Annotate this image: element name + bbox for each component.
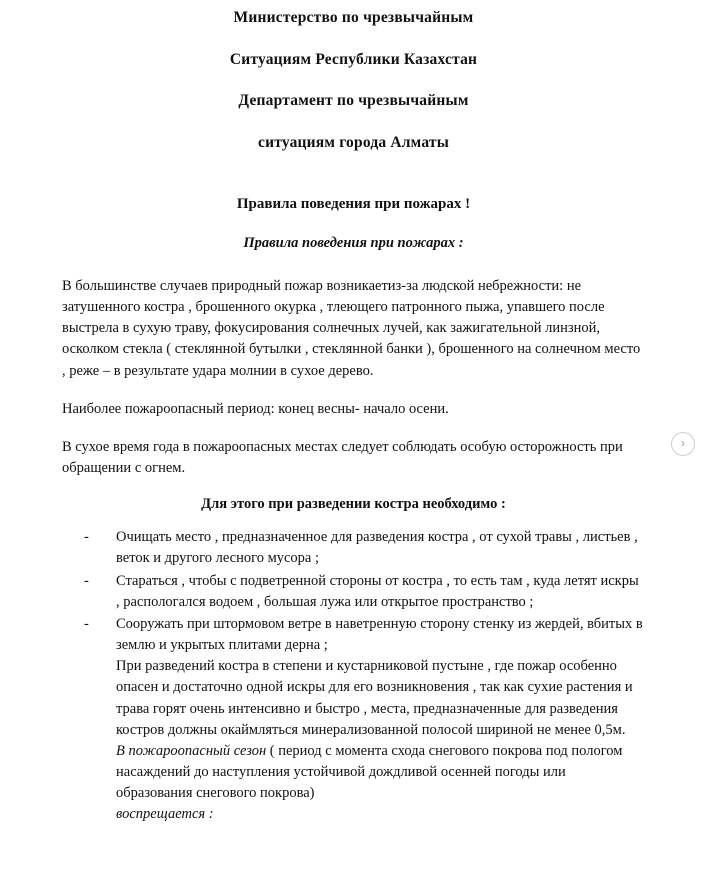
document-header: [62, 10, 645, 150]
list-item-text: Стараться , чтобы с подветренной стороны от костра , то есть там , куда летят искры , распологался водоем , большая лужа или открытое пространство ;: [116, 572, 639, 610]
list-item: [80, 571, 645, 613]
header-line-3: Департамент по чрезвычайным: [238, 92, 469, 109]
season-closing: воспрещается :: [116, 806, 214, 823]
requirements-list: [62, 527, 645, 825]
list-item-continuation: При разведений костра в степени и кустарниковой пустыне , где пожар особенно опасен и достаточно одной искры для его возникновения , так как сухие растения и трава горят очень интенсивно и быстро , места, предназначенные для разведения костров должны окаймляться минерализованной полосой шириной не менее 0,5м.: [116, 658, 633, 738]
header-spacer: [62, 150, 645, 196]
next-page-button[interactable]: ›: [671, 432, 695, 456]
page-title: Правила поведения при пожарах !: [236, 196, 471, 212]
paragraph-2: Наиболее пожароопасный период: конец весны- начало осени.: [62, 400, 449, 417]
header-line-4: ситуациям города Алматы: [258, 133, 449, 151]
list-dash-icon: -: [84, 615, 89, 632]
paragraph-1: В большинстве случаев природный пожар возникаетиз-за людской небрежности: не затушенного костра , брошенного окурка , тлеющего патронного пыжа, упавшего после выстрела в сухую траву, фокусирования солнечных лучей, как зажигательной линзной, осколком стекла ( стеклянной бутылки , стеклянной банки ), брошенного на солнечном место , реже – в результате удара молнии в сухое дерево.: [62, 278, 641, 379]
paragraph-3: В сухое время года в пожароопасных местах следует соблюдать особую осторожность при обращении с огнем.: [62, 438, 623, 477]
header-line-1: Министерство по чрезвычайным: [233, 9, 474, 26]
season-rest-text: ( период с момента схода снегового покрова под пологом насаждений до наступления устойчивой дождливой осенней погоды или образования снегового покрова): [116, 742, 623, 802]
list-dash-icon: -: [84, 572, 89, 589]
season-paragraph: [116, 741, 645, 804]
season-italic-lead: В пожароопасный сезон: [116, 742, 267, 759]
list-item-text: Очищать место , предназначенное для разведения костра , от сухой травы , листьев , веток и другого лесного мусора ;: [116, 529, 638, 567]
page-subtitle: Правила поведения при пожарах :: [243, 235, 464, 251]
list-item: [80, 614, 645, 826]
list-dash-icon: -: [84, 529, 89, 546]
section-heading: Для этого при разведении костра необходимо :: [201, 496, 506, 513]
header-line-2: Ситуациям Республики Казахстан: [229, 50, 478, 68]
list-item-text: Сооружать при штормовом ветре в наветренную сторону стенку из жердей, вбитых в землю и укрытых плитами дерна ;: [116, 615, 643, 654]
list-item: [80, 527, 645, 569]
